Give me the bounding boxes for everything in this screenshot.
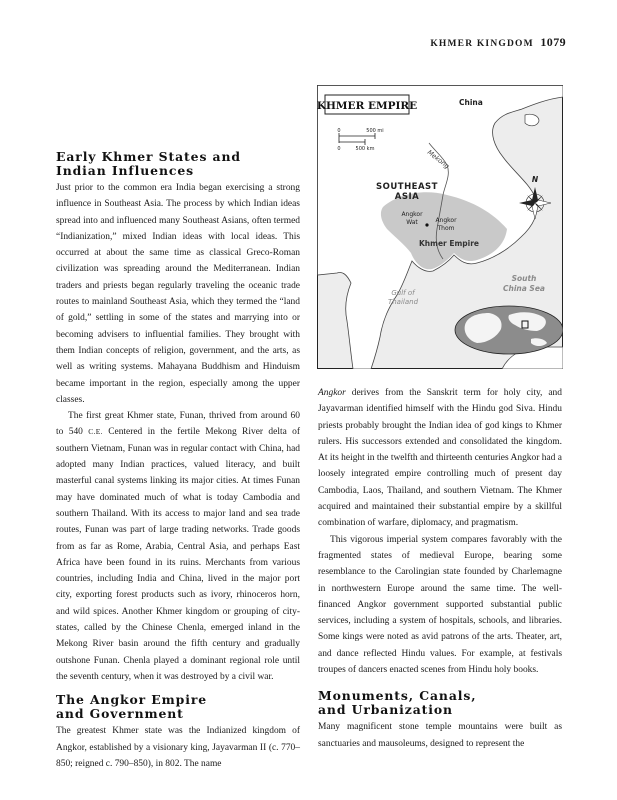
label-china: China [459, 98, 483, 107]
angkor-marker [425, 223, 428, 226]
paragraph-funan: The first great Khmer state, Funan, thrived from around 60 to 540 C.E. Centered in the fertile Mekong River delta of southern Vietnam, Funan was in regular contact with China, had adopted many Indian practices, valued literacy, and built masterful canal systems linking its major cities. At times Funan may have dominated much of what is today Cambodia and southern Thailand. With its access to major land and sea trade routes, Funan was part of large trading networks. Trade goods from as far as Rome, Arabia, Central Asia, and perhaps East Africa have been found in its ruins. Merchants from various countries, including India and China, lived in the major port city, exporting forest products such as ivory, rhinoceros horn, and wild spices. Another Khmer kingdom or grouping of city-states, called by the Chinese Chenla, emerged inland in the Mekong River basin around the fifth century and gradually outshone Funan. Chenla played a dominant regional role until the seventh century, when it was destroyed by a civil war. [56, 411, 301, 682]
heading-monuments: Monuments, Canals, and Urbanization [318, 688, 477, 718]
left-column [56, 150, 300, 772]
label-gulf-2: Thailand [387, 298, 419, 306]
running-title: KHMER KINGDOM [430, 39, 534, 49]
label-mekong: Mekong [425, 148, 451, 171]
paragraph-angkor-name: Angkor derives from the Sanskrit term for holy city, and Jayavarman identified himself with the Hindu god Siva. Hindu priests probably brought the Indian idea of god kings to Khmer rulers. His successors extended and consolidated the kingdom. At its height in the twelfth and thirteenth centuries Angkor had a loosely integrated empire controlling much of present day Cambodia, Laos, Thailand, and southern Vietnam. The Khmer acquired and maintained their substantial empire by a skillful combination of warfare, diplomacy, and pragmatism. [318, 388, 562, 529]
right-column [318, 385, 562, 752]
map-title: KHMER EMPIRE [317, 100, 418, 112]
page-number: 1079 [540, 35, 566, 49]
label-southeast-asia-1: SOUTHEAST [376, 182, 438, 192]
inset-globe [455, 306, 563, 354]
label-angkor-wat-2: Wat [406, 219, 418, 226]
paragraph-angkor-kingdom: The greatest Khmer state was the Indianized kingdom of Angkor, established by a visionary king, Jayavarman II (c. 770–850; reigned c. 790–850), in 802. The name [56, 726, 300, 769]
label-angkor-thom-1: Angkor [435, 217, 457, 224]
label-gulf-1: Gulf of [391, 289, 415, 297]
svg-text:500 km: 500 km [355, 146, 375, 152]
label-angkor-thom-2: Thom [437, 225, 455, 232]
label-angkor-wat-1: Angkor [401, 211, 423, 218]
label-north: N [531, 175, 539, 184]
label-southeast-asia-2: ASIA [394, 192, 420, 202]
label-south-china-sea-2: China Sea [503, 284, 545, 293]
paragraph-indianization: Just prior to the common era India began exercising a strong influence in Southeast Asia. The process by which Indian ideas spread into and influenced many Southeast Asians, often termed “Indianization,” mixed Indian ideas with local ideas. This occurred at about the same time as classical Greco-Roman civilization was spreading around the Mediterranean. Indian traders and priests began regularly traveling the oceanic trade routes to mainland Southeast Asia, which they termed the “land of gold,” settling in some of the states and marrying into or becoming advisers to influential families. They brought with them Indian concepts of religion, government, and the arts, as well as writing systems. Mahayana Buddhism and Hinduism became important in the region, especially among the upper classes. [56, 183, 300, 405]
label-khmer-empire: Khmer Empire [418, 239, 480, 248]
running-head [430, 35, 566, 50]
heading-angkor-empire: The Angkor Empire and Government [56, 692, 208, 722]
svg-text:0: 0 [337, 146, 341, 152]
svg-text:0: 0 [337, 128, 341, 134]
heading-early-khmer-states: Early Khmer States and Indian Influences [56, 149, 241, 178]
label-south-china-sea-1: South [511, 274, 537, 283]
paragraph-temple-mountains: Many magnificent stone temple mountains were built as sanctuaries and mausoleums, designed to represent the [318, 722, 562, 749]
paragraph-imperial-system: This vigorous imperial system compares favorably with the fragmented states of medieval Europe, bearing some resemblance to the Carolingian state founded by Charlemagne in northwestern Europe around the same time. The well-financed Angkor government supported substantial public services, including a system of hospitals, schools, and libraries. Some kings were noted as avid patrons of the arts. Theater, art, and dance reflected Hindu values. For example, at festivals troupes of dancers enacted scenes from Hindu holy books. [318, 534, 562, 676]
svg-text:500 mi: 500 mi [366, 128, 384, 134]
khmer-empire-map [317, 85, 563, 369]
